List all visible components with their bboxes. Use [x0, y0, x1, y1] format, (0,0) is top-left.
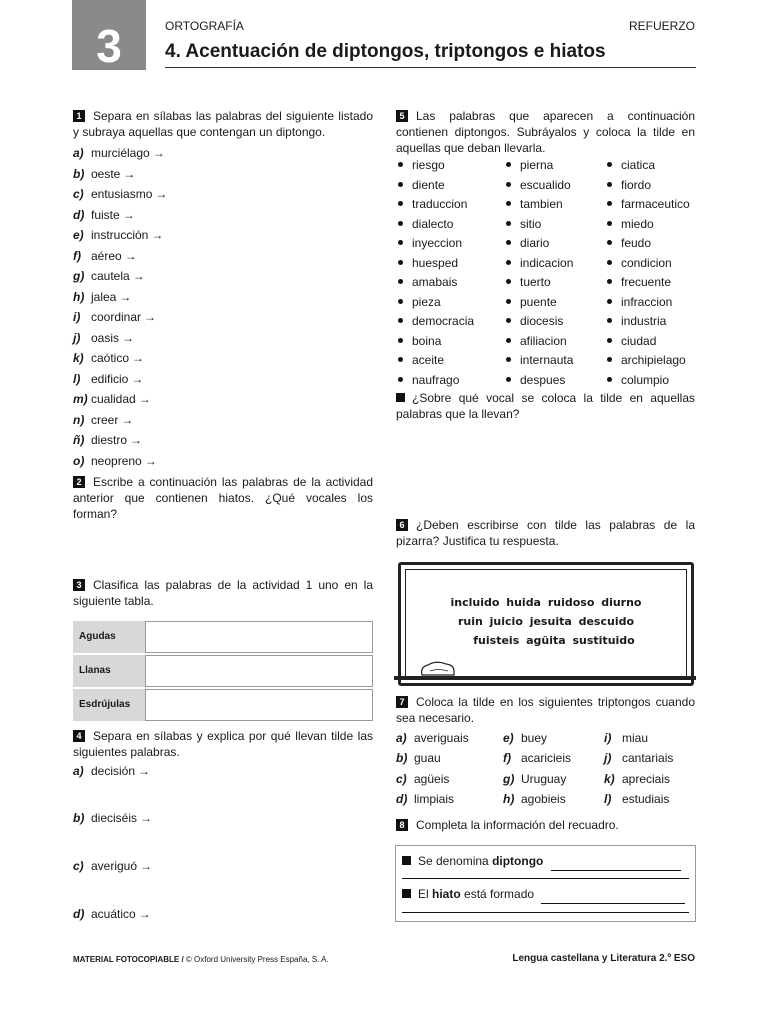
arrow-icon: → — [140, 859, 153, 873]
bullet-icon — [398, 318, 403, 323]
word-text: pierna — [520, 158, 554, 172]
bullet-icon — [607, 377, 612, 382]
item-word: averiguais — [414, 731, 469, 745]
bullet-icon — [398, 338, 403, 343]
word-item — [396, 176, 504, 196]
item-word: aéreo — [91, 248, 122, 263]
info-line-2 — [402, 884, 689, 904]
word-item — [396, 312, 504, 332]
arrow-icon: → — [138, 392, 151, 406]
item-letter: ñ) — [73, 433, 85, 447]
bullet-icon — [398, 260, 403, 265]
item-word: cualidad — [91, 392, 136, 406]
arrow-icon: → — [138, 907, 151, 921]
item-word: agüeis — [414, 771, 450, 786]
word-item — [605, 215, 695, 235]
ex1-item — [73, 184, 373, 205]
exercise-number: 1 — [73, 110, 85, 122]
word-text: farmaceutico — [621, 197, 690, 211]
ex1-item — [73, 205, 373, 226]
exercise-6 — [396, 517, 695, 549]
bullet-icon — [506, 221, 511, 226]
word-item — [504, 215, 605, 235]
bullet-icon — [506, 240, 511, 245]
word-text: riesgo — [412, 158, 445, 172]
instruction-text: Separa en sílabas y explica por qué llevan tilde las siguientes palabras. — [73, 729, 373, 759]
word-item — [605, 176, 695, 196]
ex1-item — [73, 287, 373, 308]
bullet-icon — [506, 357, 511, 362]
square-bullet-icon — [402, 889, 411, 898]
word-item — [504, 273, 605, 293]
item-letter: i) — [73, 310, 81, 324]
item-letter: o) — [73, 453, 85, 468]
bullet-icon — [607, 201, 612, 206]
item-word: cantariais — [622, 751, 674, 766]
arrow-icon: → — [130, 433, 143, 447]
word-text: puente — [520, 294, 557, 309]
ex4-item-c — [73, 856, 152, 877]
arrow-icon: → — [122, 330, 135, 345]
bullet-icon — [398, 182, 403, 187]
footer-text: © Oxford University Press España, S. A. — [183, 955, 329, 964]
instruction-text: Completa la información del recuadro. — [416, 818, 619, 832]
question-text: ¿Sobre qué vocal se coloca la tilde en aquellas palabras que la llevan? — [396, 391, 695, 421]
answer-cell-esdrujulas[interactable] — [145, 689, 373, 721]
triptongo-item — [604, 748, 696, 768]
exercise-1-list — [73, 143, 373, 471]
word-text: amabais — [412, 275, 458, 289]
answer-line[interactable] — [551, 870, 681, 871]
exercise-number: 5 — [396, 110, 408, 122]
classification-table — [73, 619, 373, 723]
item-word: creer — [91, 412, 119, 427]
exercise-3-instructions — [73, 577, 373, 609]
bullet-icon — [607, 260, 612, 265]
item-word: entusiasmo — [91, 187, 153, 201]
item-letter: b) — [396, 751, 408, 766]
item-word: averiguó — [91, 859, 138, 873]
square-bullet-icon — [396, 393, 405, 402]
item-letter: f) — [73, 248, 81, 263]
bullet-icon — [506, 162, 511, 167]
item-letter: f) — [503, 751, 511, 766]
item-word: guau — [414, 751, 441, 766]
row-label-agudas: Agudas — [73, 621, 145, 653]
exercise-3 — [73, 577, 373, 723]
item-letter: m) — [73, 392, 88, 406]
triptongo-column-1 — [396, 728, 503, 809]
item-word: neopreno — [91, 453, 142, 468]
word-item — [605, 234, 695, 254]
word-text: huesped — [412, 255, 459, 270]
instruction-text: Las palabras que aparecen a continuación contienen diptongos. Subráyalos y coloca la tilde en aquellas que deban llevarla. — [396, 109, 695, 155]
exercise-8 — [396, 817, 695, 833]
word-item — [504, 176, 605, 196]
bullet-icon — [398, 279, 403, 284]
item-letter: l) — [604, 791, 612, 806]
word-column-1 — [396, 156, 504, 390]
item-word: oeste — [91, 166, 121, 181]
answer-line[interactable] — [402, 878, 689, 879]
bullet-icon — [607, 357, 612, 362]
word-item — [396, 351, 504, 371]
word-text: miedo — [621, 216, 654, 231]
arrow-icon: → — [132, 269, 145, 283]
item-letter: i) — [604, 731, 612, 745]
exercise-number: 8 — [396, 819, 408, 831]
bullet-icon — [607, 162, 612, 167]
level-label: REFUERZO — [629, 19, 695, 33]
exercise-5-instructions — [396, 108, 695, 156]
instruction-text: ¿Deben escribirse con tilde las palabras de la pizarra? Justifica tu respuesta. — [396, 518, 695, 548]
bullet-icon — [398, 377, 403, 382]
row-label-esdrujulas: Esdrújulas — [73, 689, 145, 721]
word-column-3 — [605, 156, 695, 390]
word-text: indicacion — [520, 255, 574, 270]
word-text: diente — [412, 177, 445, 192]
board-line-2: ruin juicio jesuita descuido — [457, 615, 635, 628]
bullet-icon — [607, 338, 612, 343]
word-text: inyeccion — [412, 236, 463, 250]
word-text: tambien — [520, 197, 563, 211]
bullet-icon — [607, 318, 612, 323]
arrow-icon: → — [123, 166, 136, 181]
exercise-5 — [396, 108, 695, 422]
word-item — [504, 234, 605, 254]
word-text: diario — [520, 236, 550, 250]
footer-label: MATERIAL FOTOCOPIABLE / — [73, 955, 184, 964]
item-letter: h) — [503, 791, 515, 806]
bullet-icon — [398, 221, 403, 226]
word-text: fiordo — [621, 177, 652, 192]
word-text: democracia — [412, 314, 475, 328]
arrow-icon: → — [124, 248, 137, 263]
ex4-item-d — [73, 904, 151, 925]
ex1-item — [73, 369, 373, 390]
item-word: miau — [622, 731, 649, 745]
word-item — [504, 156, 605, 176]
bullet-icon — [607, 240, 612, 245]
triptongo-column-2 — [503, 728, 604, 809]
eraser-icon — [418, 659, 458, 677]
word-text: afiliacion — [520, 333, 567, 348]
item-letter: d) — [396, 791, 408, 806]
item-word: buey — [521, 731, 548, 745]
triptongo-item — [604, 789, 696, 809]
arrow-icon: → — [151, 228, 164, 242]
info-term: diptongo — [492, 854, 544, 868]
item-word: oasis — [91, 330, 120, 345]
item-word: estudiais — [622, 791, 670, 806]
arrow-icon: → — [140, 811, 153, 825]
ex1-item — [73, 164, 373, 185]
unit-number: 3 — [72, 0, 146, 70]
triptongo-item — [396, 769, 503, 789]
bullet-icon — [506, 377, 511, 382]
item-letter: k) — [73, 351, 84, 365]
item-letter: d) — [73, 207, 85, 222]
exercise-number: 4 — [73, 730, 85, 742]
row-label-llanas: Llanas — [73, 655, 145, 687]
bullet-icon — [506, 260, 511, 265]
word-column-2 — [504, 156, 605, 390]
arrow-icon: → — [138, 764, 151, 778]
footer-copyright — [73, 955, 329, 964]
ex1-item — [73, 430, 373, 451]
item-letter: g) — [73, 269, 85, 283]
ex1-item — [73, 410, 373, 431]
bullet-icon — [607, 182, 612, 187]
word-item — [504, 351, 605, 371]
triptongo-item — [396, 728, 503, 748]
info-text: Se denomina — [418, 854, 493, 868]
word-item — [605, 156, 695, 176]
exercise-1 — [73, 108, 373, 471]
item-letter: j) — [73, 330, 81, 345]
item-letter: a) — [396, 731, 407, 745]
exercise-number: 6 — [396, 519, 408, 531]
word-list — [396, 156, 695, 390]
item-letter: b) — [73, 166, 85, 181]
ex1-item — [73, 348, 373, 369]
arrow-icon: → — [152, 146, 165, 160]
item-word: fuiste — [91, 207, 120, 222]
word-item — [605, 273, 695, 293]
word-text: escualido — [520, 177, 571, 192]
word-text: tuerto — [520, 275, 551, 289]
triptongo-item — [503, 728, 604, 748]
word-item — [504, 293, 605, 313]
instruction-text: Clasifica las palabras de la actividad 1 uno en la siguiente tabla. — [73, 578, 373, 608]
word-item — [605, 312, 695, 332]
instruction-text: Coloca la tilde en los siguientes triptongos cuando sea necesario. — [396, 695, 695, 725]
triptongo-item — [503, 789, 604, 809]
bullet-icon — [506, 299, 511, 304]
word-text: internauta — [520, 353, 574, 367]
bullet-icon — [607, 221, 612, 226]
word-item — [504, 312, 605, 332]
answer-cell-llanas[interactable] — [145, 655, 373, 687]
square-bullet-icon — [402, 856, 411, 865]
item-word: instrucción — [91, 228, 149, 242]
triptongo-item — [503, 769, 604, 789]
answer-cell-agudas[interactable] — [145, 621, 373, 653]
arrow-icon: → — [132, 351, 145, 365]
item-word: coordinar — [91, 310, 142, 324]
item-letter: d) — [73, 907, 85, 921]
bullet-icon — [506, 201, 511, 206]
exercise-5-question — [396, 390, 695, 422]
triptongo-item — [604, 728, 696, 748]
ex1-item — [73, 328, 373, 349]
exercise-number: 7 — [396, 696, 408, 708]
exercise-number: 2 — [73, 476, 85, 488]
bullet-icon — [506, 279, 511, 284]
ex4-item-a — [73, 761, 150, 782]
item-word: Uruguay — [521, 771, 567, 786]
instruction-text: Escribe a continuación las palabras de la actividad anterior que contienen hiatos. ¿Qué vocales los forman? — [73, 475, 373, 521]
word-item — [396, 293, 504, 313]
info-line-1 — [402, 851, 689, 871]
item-letter: e) — [503, 731, 514, 745]
bullet-icon — [607, 279, 612, 284]
item-word: jalea — [91, 289, 117, 304]
word-text: pieza — [412, 294, 441, 309]
item-letter: b) — [73, 811, 85, 825]
item-letter: l) — [73, 371, 81, 386]
arrow-icon: → — [122, 207, 135, 222]
word-text: archipielago — [621, 353, 686, 367]
bullet-icon — [398, 299, 403, 304]
word-text: dialecto — [412, 216, 454, 231]
word-item — [504, 195, 605, 215]
bullet-icon — [398, 240, 403, 245]
triptongo-item — [503, 748, 604, 768]
word-text: industria — [621, 314, 667, 328]
item-letter: c) — [73, 187, 84, 201]
word-item — [396, 195, 504, 215]
word-item — [396, 273, 504, 293]
word-text: ciudad — [621, 333, 657, 348]
exercise-1-instructions — [73, 108, 373, 140]
triptongo-item — [396, 789, 503, 809]
instruction-text: Separa en sílabas las palabras del siguiente listado y subraya aquellas que contengan un diptongo. — [73, 109, 373, 139]
word-item — [605, 293, 695, 313]
word-text: traduccion — [412, 197, 468, 211]
ex1-item — [73, 246, 373, 267]
word-text: ciatica — [621, 158, 656, 172]
word-item — [396, 156, 504, 176]
info-box — [395, 845, 696, 922]
triptongos-list — [396, 728, 696, 809]
bullet-icon — [398, 162, 403, 167]
ex1-item — [73, 389, 373, 410]
item-word: diestro — [91, 433, 128, 447]
item-word: apreciais — [622, 771, 671, 786]
item-letter: h) — [73, 289, 85, 304]
item-word: acaricieis — [521, 751, 572, 766]
word-item — [396, 254, 504, 274]
item-word: murciélago — [91, 146, 150, 160]
exercise-number: 3 — [73, 579, 85, 591]
exercise-7 — [396, 694, 695, 726]
arrow-icon: → — [131, 371, 144, 386]
item-letter: c) — [396, 771, 407, 786]
item-word: edificio — [91, 371, 129, 386]
item-letter: k) — [604, 771, 615, 786]
word-item — [396, 332, 504, 352]
word-item — [396, 215, 504, 235]
ex1-item — [73, 266, 373, 287]
item-word: dieciséis — [91, 811, 138, 825]
word-text: aceite — [412, 353, 445, 367]
item-letter: j) — [604, 751, 612, 766]
bullet-icon — [607, 299, 612, 304]
item-letter: a) — [73, 764, 84, 778]
word-text: despues — [520, 372, 566, 387]
arrow-icon: → — [144, 310, 157, 324]
ex4-item-b — [73, 808, 152, 829]
arrow-icon: → — [119, 289, 132, 304]
answer-line[interactable] — [402, 912, 689, 913]
word-item — [605, 332, 695, 352]
word-text: naufrago — [412, 372, 460, 387]
word-text: sitio — [520, 216, 542, 231]
ex1-item — [73, 451, 373, 472]
word-text: infraccion — [621, 294, 673, 309]
bullet-icon — [398, 357, 403, 362]
bullet-icon — [506, 338, 511, 343]
triptongo-item — [396, 748, 503, 768]
word-text: columpio — [621, 372, 670, 387]
page-title: 4. Acentuación de diptongos, triptongos e hiatos — [165, 41, 606, 62]
ex1-item — [73, 307, 373, 328]
item-word: decisión — [91, 764, 136, 778]
answer-line[interactable] — [541, 903, 685, 904]
item-letter: a) — [73, 146, 84, 160]
arrow-icon: → — [121, 412, 134, 427]
item-letter: n) — [73, 412, 85, 427]
word-text: boina — [412, 333, 442, 348]
info-term: hiato — [432, 887, 461, 901]
bullet-icon — [398, 201, 403, 206]
word-item — [504, 371, 605, 391]
word-item — [605, 195, 695, 215]
word-item — [504, 332, 605, 352]
item-word: caótico — [91, 351, 130, 365]
board-line-3: fuisteis agüita sustituido — [473, 634, 635, 647]
item-letter: e) — [73, 228, 84, 242]
footer-course: Lengua castellana y Literatura 2.º ESO — [512, 953, 695, 964]
item-word: agobieis — [521, 791, 566, 806]
word-text: feudo — [621, 236, 652, 250]
item-word: cautela — [91, 269, 130, 283]
board-line-1: incluido huida ruidoso diurno — [450, 596, 642, 609]
arrow-icon: → — [155, 187, 168, 201]
word-item — [396, 234, 504, 254]
arrow-icon: → — [144, 453, 157, 468]
title-divider — [165, 67, 696, 68]
item-word: acuático — [91, 907, 136, 921]
ex1-item — [73, 225, 373, 246]
exercise-4 — [73, 728, 373, 760]
word-item — [605, 351, 695, 371]
item-letter: g) — [503, 771, 515, 786]
word-text: condicion — [621, 255, 672, 270]
section-label: ORTOGRAFÍA — [165, 19, 244, 33]
word-text: diocesis — [520, 314, 564, 328]
word-item — [605, 254, 695, 274]
bullet-icon — [506, 318, 511, 323]
info-text: está formado — [460, 887, 535, 901]
exercise-2 — [73, 474, 373, 522]
item-letter: c) — [73, 859, 84, 873]
word-item — [504, 254, 605, 274]
word-item — [605, 371, 695, 391]
bullet-icon — [506, 182, 511, 187]
triptongo-column-3 — [604, 728, 696, 809]
word-item — [396, 371, 504, 391]
info-text: El — [418, 887, 433, 901]
item-word: limpiais — [414, 791, 455, 806]
ex1-item — [73, 143, 373, 164]
word-text: frecuente — [621, 275, 672, 289]
triptongo-item — [604, 769, 696, 789]
